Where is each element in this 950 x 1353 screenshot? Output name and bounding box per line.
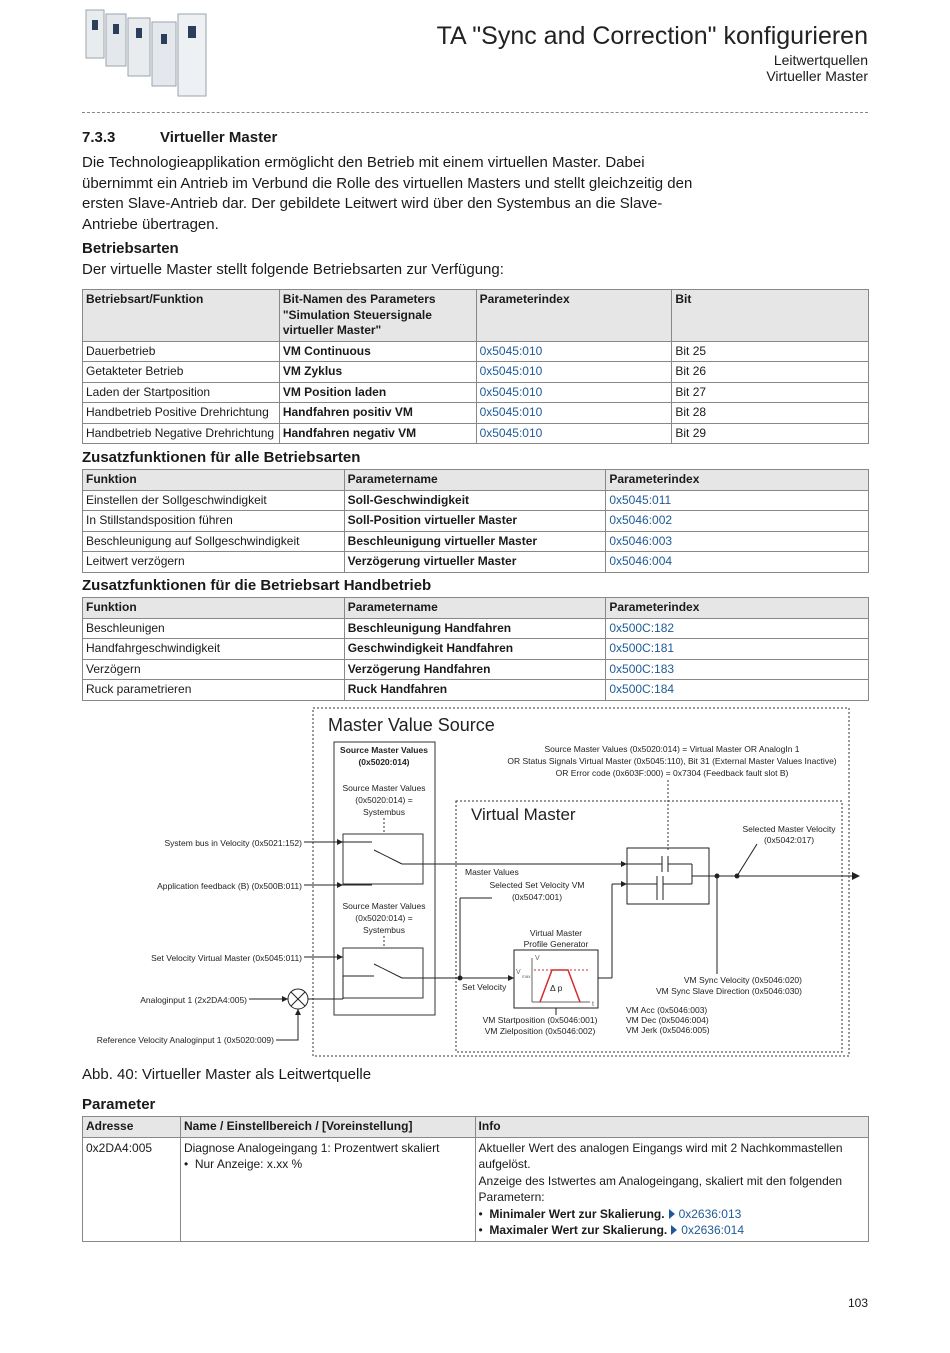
table-row xyxy=(83,382,869,403)
switch1-label-2: (0x5020:014) = xyxy=(355,795,413,805)
source-box-title: Source Master Values xyxy=(340,745,428,755)
table-row xyxy=(83,680,869,701)
table-cell: Dauerbetrieb xyxy=(83,341,280,362)
column-header: Parameterindex xyxy=(476,290,672,342)
column-header: Name / Einstellbereich / [Voreinstellung] xyxy=(180,1117,475,1138)
parameter-link[interactable]: 0x5045:010 xyxy=(476,382,672,403)
table-cell: Laden der Startposition xyxy=(83,382,280,403)
column-header: Parametername xyxy=(344,470,606,491)
master-values-label: Master Values xyxy=(465,867,519,877)
table-cell: Getakteter Betrieb xyxy=(83,362,280,383)
profile-gen-label-2: Profile Generator xyxy=(523,939,589,949)
extra-manual-table xyxy=(82,597,869,701)
table-cell: Einstellen der Sollgeschwindigkeit xyxy=(83,490,345,511)
set-velocity-label: Set Velocity xyxy=(462,982,507,992)
target-position-label: VM Zielposition (0x5046:002) xyxy=(484,1026,596,1036)
table-cell: Soll-Geschwindigkeit xyxy=(344,490,606,511)
table-header-row xyxy=(83,1117,869,1138)
extra-all-table xyxy=(82,469,869,573)
input-analog: Analoginput 1 (2x2DA4:005) xyxy=(140,995,247,1005)
condition-line-3: OR Error code (0x603F:000) = 0x7304 (Feedback fault slot B) xyxy=(555,768,789,778)
switch2-label-2: (0x5020:014) = xyxy=(355,913,413,923)
axis-v-label: V xyxy=(535,955,540,962)
info-bullet-min: • Minimaler Wert zur Skalierung. 0x2636:013 xyxy=(478,1206,742,1221)
selected-set-velocity-1: Selected Set Velocity VM xyxy=(489,880,585,890)
info-bullet-max-text: Maximaler Wert zur Skalierung. xyxy=(489,1223,668,1237)
switch2-label-1: Source Master Values xyxy=(342,901,426,911)
parameter-heading: Parameter xyxy=(82,1096,156,1113)
table-row xyxy=(83,531,869,552)
page-header-title: TA "Sync and Correction" konfigurieren xyxy=(436,22,868,50)
table-cell: VM Zyklus xyxy=(279,362,476,383)
parameter-name-cell xyxy=(180,1137,475,1241)
parameter-range-text: Nur Anzeige: x.xx % xyxy=(194,1157,303,1171)
table-cell: Beschleunigung Handfahren xyxy=(344,618,606,639)
switch1-label-3: Systembus xyxy=(362,807,406,817)
column-header: Parameterindex xyxy=(606,598,869,619)
info-bullet-min-text: Minimaler Wert zur Skalierung. xyxy=(489,1206,665,1221)
table-cell: Soll-Position virtueller Master xyxy=(344,511,606,532)
column-header: Funktion xyxy=(83,598,345,619)
switch2-box xyxy=(343,948,423,998)
parameter-range: • Nur Anzeige: x.xx % xyxy=(183,1157,303,1171)
table-row xyxy=(83,490,869,511)
table-cell: Bit 25 xyxy=(672,341,869,362)
table-cell: In Stillstandsposition führen xyxy=(83,511,345,532)
parameter-name: Diagnose Analogeingang 1: Prozentwert skaliert xyxy=(183,1140,440,1155)
table-cell: Beschleunigen xyxy=(83,618,345,639)
header-divider xyxy=(82,112,868,113)
table-cell: VM Position laden xyxy=(279,382,476,403)
parameter-link[interactable]: 0x500C:184 xyxy=(606,680,869,701)
profile-gen-label-1: Virtual Master xyxy=(529,928,583,938)
table-cell: Beschleunigung auf Sollgeschwindigkeit xyxy=(83,531,345,552)
input-app-feedback: Application feedback (B) (0x500B:011) xyxy=(157,881,302,891)
table-cell: Handbetrieb Negative Drehrichtung xyxy=(83,423,280,444)
section-number: 7.3.3 xyxy=(82,129,116,146)
delta-p-label: Δ p xyxy=(550,983,563,993)
page-header-section: Virtueller Master xyxy=(766,68,868,84)
column-header: Bit-Namen des Parameters "Simulation Steuersignale virtueller Master" xyxy=(279,290,476,342)
table-header-row xyxy=(83,290,869,342)
device-group-icon xyxy=(86,10,206,96)
column-header: Parameterindex xyxy=(606,470,869,491)
profile-generator-box xyxy=(514,950,598,1008)
product-image xyxy=(82,4,212,104)
table-cell: Bit 26 xyxy=(672,362,869,383)
virtual-master-title: Virtual Master xyxy=(471,805,576,824)
selected-master-velocity-2: (0x5042:017) xyxy=(763,835,815,845)
table-cell: Bit 27 xyxy=(672,382,869,403)
parameter-address: 0x2DA4:005 xyxy=(83,1137,181,1241)
axis-t-label: t xyxy=(592,1001,594,1008)
column-header: Parametername xyxy=(344,598,606,619)
switch1-label-1: Source Master Values xyxy=(342,783,426,793)
table-cell: Handfahren negativ VM xyxy=(279,423,476,444)
modes-table xyxy=(82,289,869,444)
info-text-1: Aktueller Wert des analogen Eingangs wird mit 2 Nachkommastellen aufgelöst. xyxy=(478,1140,843,1171)
parameter-link[interactable]: 0x5046:002 xyxy=(606,511,869,532)
start-position-label: VM Startposition (0x5046:001) xyxy=(482,1015,598,1025)
column-header: Bit xyxy=(672,290,869,342)
parameter-info-cell xyxy=(475,1137,868,1241)
parameter-link[interactable]: 0x5045:010 xyxy=(476,362,672,383)
table-row xyxy=(83,552,869,573)
table-cell: Beschleunigung virtueller Master xyxy=(344,531,606,552)
parameter-link[interactable]: 0x5046:003 xyxy=(606,531,869,552)
parameter-link[interactable]: 0x2636:014 xyxy=(681,1223,744,1237)
input-set-velocity: Set Velocity Virtual Master (0x5045:011) xyxy=(151,953,302,963)
table-row xyxy=(83,618,869,639)
table-cell: Geschwindigkeit Handfahren xyxy=(344,639,606,660)
table-cell: Bit 28 xyxy=(672,403,869,424)
table-row xyxy=(83,1137,869,1241)
parameter-link[interactable]: 0x5045:010 xyxy=(476,403,672,424)
parameter-table xyxy=(82,1116,869,1242)
selected-master-velocity-1: Selected Master Velocity xyxy=(742,824,836,834)
input-ref-velocity: Reference Velocity Analoginput 1 (0x5020:009) xyxy=(96,1035,274,1045)
table-cell: Verzögerung virtueller Master xyxy=(344,552,606,573)
table-cell: Handfahrgeschwindigkeit xyxy=(83,639,345,660)
condition-line-2: OR Status Signals Virtual Master (0x5045:110), Bit 31 (External Master Values Inactive) xyxy=(507,756,837,766)
info-text-2: Anzeige des Istwertes am Analogeingang, skaliert mit den folgenden Parametern: xyxy=(478,1173,843,1204)
table-row xyxy=(83,639,869,660)
table-row xyxy=(83,423,869,444)
intro-paragraph: Die Technologieapplikation ermöglicht den Betrieb mit einem virtuellen Master. Dabei übernimmt ein Antrieb im Verbund die Rolle des virtuellen Masters und stellt gleichzeitig den ersten Slave-Antrieb dar. Der gebildete Leitwert wird über den Systembus an die Slave-Antriebe übertragen. xyxy=(82,154,693,233)
parameter-link[interactable]: 0x5045:010 xyxy=(476,341,672,362)
parameter-link[interactable]: 0x500C:182 xyxy=(606,618,869,639)
table-cell: Verzögern xyxy=(83,659,345,680)
column-header: Funktion xyxy=(83,470,345,491)
table-cell: Handfahren positiv VM xyxy=(279,403,476,424)
modes-text: Der virtuelle Master stellt folgende Betriebsarten zur Verfügung: xyxy=(82,261,504,278)
jerk-label: VM Jerk (0x5046:005) xyxy=(626,1025,710,1035)
table-row xyxy=(83,659,869,680)
parameter-link[interactable]: 0x5046:004 xyxy=(606,552,869,573)
table-cell: Ruck parametrieren xyxy=(83,680,345,701)
section-title: Virtueller Master xyxy=(160,129,278,146)
table-row xyxy=(83,341,869,362)
source-box-param: (0x5020:014) xyxy=(358,757,410,767)
parameter-link[interactable]: 0x500C:183 xyxy=(606,659,869,680)
acc-label: VM Acc (0x5046:003) xyxy=(626,1005,708,1015)
table-cell: VM Continuous xyxy=(279,341,476,362)
switch1-contact xyxy=(374,850,402,864)
info-bullet-max: • Maximaler Wert zur Skalierung. 0x2636:014 xyxy=(478,1223,744,1237)
column-header: Betriebsart/Funktion xyxy=(83,290,280,342)
parameter-link[interactable]: 0x500C:181 xyxy=(606,639,869,660)
table-cell: Handbetrieb Positive Drehrichtung xyxy=(83,403,280,424)
switch2-contact xyxy=(374,964,402,978)
extra-manual-heading: Zusatzfunktionen für die Betriebsart Handbetrieb xyxy=(82,577,432,594)
table-header-row xyxy=(83,470,869,491)
selected-set-velocity-2: (0x5047:001) xyxy=(511,892,563,902)
table-cell: Verzögerung Handfahren xyxy=(344,659,606,680)
parameter-link[interactable]: 0x2636:013 xyxy=(678,1206,742,1221)
vmax-label: V xyxy=(516,969,521,976)
switch2-label-3: Systembus xyxy=(362,925,406,935)
extra-all-heading: Zusatzfunktionen für alle Betriebsarten xyxy=(82,449,361,466)
page-header-chapter: Leitwertquellen xyxy=(773,52,868,68)
virtual-master-diagram xyxy=(82,704,872,1060)
parameter-link[interactable]: 0x5045:011 xyxy=(606,490,869,511)
dec-label: VM Dec (0x5046:004) xyxy=(626,1015,709,1025)
table-cell: Leitwert verzögern xyxy=(83,552,345,573)
table-cell: Ruck Handfahren xyxy=(344,680,606,701)
condition-line-1: Source Master Values (0x5020:014) = Virtual Master OR AnalogIn 1 xyxy=(544,744,800,754)
figure-caption: Abb. 40: Virtueller Master als Leitwertquelle xyxy=(82,1066,372,1083)
table-header-row xyxy=(83,598,869,619)
table-cell: Bit 29 xyxy=(672,423,869,444)
input-system-bus: System bus in Velocity (0x5021:152) xyxy=(164,838,302,848)
table-row xyxy=(83,362,869,383)
parameter-link[interactable]: 0x5045:010 xyxy=(476,423,672,444)
column-header: Adresse xyxy=(83,1117,181,1138)
modes-heading: Betriebsarten xyxy=(82,240,179,257)
table-row xyxy=(83,403,869,424)
page-number: 103 xyxy=(847,1296,868,1310)
diagram-title: Master Value Source xyxy=(328,715,495,735)
column-header: Info xyxy=(475,1117,868,1138)
link-arrow-icon xyxy=(669,1209,675,1219)
sync-velocity-label: VM Sync Velocity (0x5046:020) xyxy=(683,975,802,985)
link-arrow-icon xyxy=(671,1225,677,1235)
table-row xyxy=(83,511,869,532)
vmax-sub-label: max xyxy=(522,974,531,979)
sync-direction-label: VM Sync Slave Direction (0x5046:030) xyxy=(656,986,802,996)
